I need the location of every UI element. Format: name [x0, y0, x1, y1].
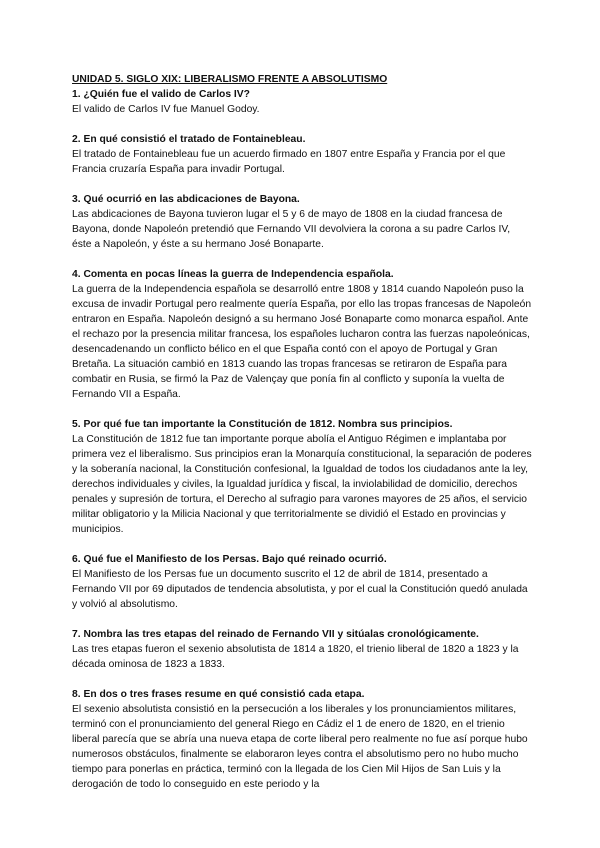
document-title: UNIDAD 5. SIGLO XIX: LIBERALISMO FRENTE A ABSOLUTISMO — [72, 74, 388, 85]
answer-1: El valido de Carlos IV fue Manuel Godoy. — [72, 104, 260, 115]
section-5 — [72, 417, 532, 537]
answer-3: Las abdicaciones de Bayona tuvieron lugar el 5 y 6 de mayo de 1808 en la ciudad francesa de Bayona, donde Napoleón pretendió que Fernando VII devolviera la corona a su padre Carlos IV, éste a Napoleón, y éste a su hermano José Bonaparte. — [72, 209, 511, 250]
answer-7: Las tres etapas fueron el sexenio absolutista de 1814 a 1820, el trienio liberal de 1820 a 1823 y la década ominosa de 1823 a 1833. — [72, 644, 519, 670]
question-3: 3. Qué ocurrió en las abdicaciones de Bayona. — [72, 194, 300, 205]
section-2 — [72, 132, 532, 177]
section-8 — [72, 687, 532, 792]
question-4: 4. Comenta en pocas líneas la guerra de Independencia española. — [72, 269, 394, 280]
answer-8: El sexenio absolutista consistió en la persecución a los liberales y los pronunciamientos militares, terminó con el pronunciamiento del general Riego en Cádiz el 1 de enero de 1820, en el trienio liberal parecía que se abría una nueva etapa de corte liberal pero realmente no fue así porque hubo numerosos obstáculos, finalmente se elaboraron leyes contra el absolutismo pero no hubo mucho tiempo para ponerlas en práctica, terminó con la llegada de los Cien Mil Hijos de San Luis y la derogación de todo lo conseguido en este periodo y la — [72, 704, 528, 790]
question-1: 1. ¿Quién fue el valido de Carlos IV? — [72, 89, 250, 100]
answer-2: El tratado de Fontainebleau fue un acuerdo firmado en 1807 entre España y Francia por el que Francia cruzaría España para invadir Portugal. — [72, 149, 506, 175]
answer-5: La Constitución de 1812 fue tan importante porque abolía el Antiguo Régimen e implantaba por primera vez el liberalismo. Sus principios eran la Monarquía constitucional, la separación de poderes y la soberanía nacional, la Constitución confesional, la Igualdad de todos los ciudadanos ante la ley, derechos individuales y civiles, la Igualdad jurídica y fiscal, la inviolabilidad de domicilio, derechos penales y supresión de tortura, el Derecho al sufragio para varones mayores de 25 años, el servicio militar obligatorio y la Milicia Nacional y que territorialmente se dividió el Estado en provincias y municipios. — [72, 434, 532, 535]
document-page — [72, 72, 532, 807]
section-1 — [72, 87, 532, 117]
question-2: 2. En qué consistió el tratado de Fontainebleau. — [72, 134, 306, 145]
answer-6: El Manifiesto de los Persas fue un documento suscrito el 12 de abril de 1814, presentado a Fernando VII por 69 diputados de tendencia absolutista, y por el cual la Constitución quedó anulada y volvió al absolutismo. — [72, 569, 528, 610]
question-7: 7. Nombra las tres etapas del reinado de Fernando VII y sitúalas cronológicamente. — [72, 629, 479, 640]
section-3 — [72, 192, 532, 252]
question-6: 6. Qué fue el Manifiesto de los Persas. Bajo qué reinado ocurrió. — [72, 554, 387, 565]
question-8: 8. En dos o tres frases resume en qué consistió cada etapa. — [72, 689, 365, 700]
section-4 — [72, 267, 532, 402]
section-6 — [72, 552, 532, 612]
section-7 — [72, 627, 532, 672]
answer-4: La guerra de la Independencia española se desarrolló entre 1808 y 1814 cuando Napoleón puso la excusa de invadir Portugal pero realmente quería España, por ello las tropas francesas de Napoleón entraron en España. Napoleón designó a su hermano José Bonaparte como monarca español. Ante el rechazo por la presencia militar francesa, los españoles lucharon contra las fuerzas napoleónicas, desencadenando un conflicto bélico en el que España contó con el apoyo de Portugal y Gran Bretaña. La situación cambió en 1813 cuando las tropas francesas se retiraron de España para combatir en Rusia, se firmó la Paz de Valençay que ponía fin al conflicto y suponía la vuelta de Fernando VII a España. — [72, 284, 532, 400]
question-5: 5. Por qué fue tan importante la Constitución de 1812. Nombra sus principios. — [72, 419, 453, 430]
